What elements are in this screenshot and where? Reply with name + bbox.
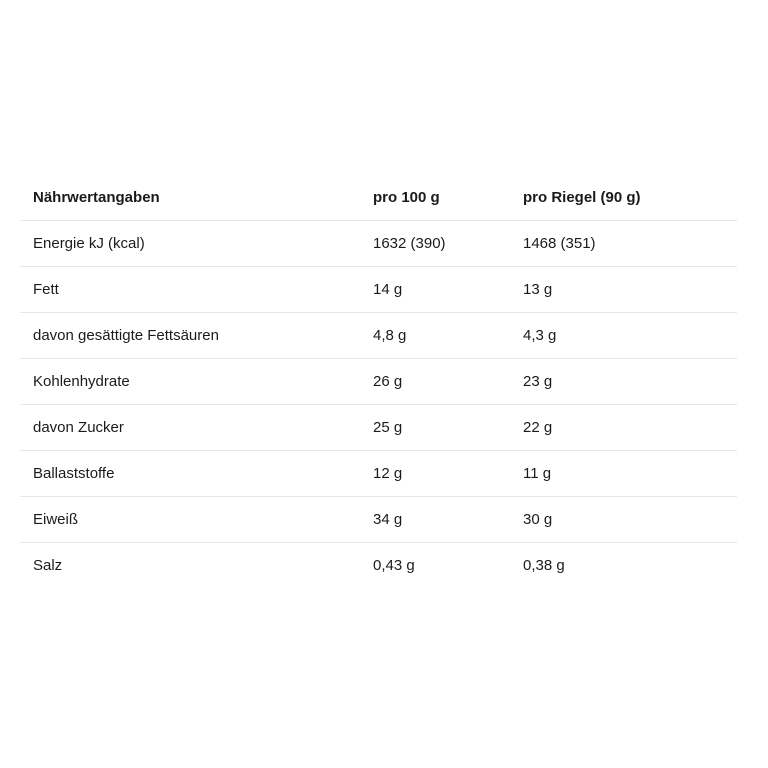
nutrient-label: davon gesättigte Fettsäuren [33,326,219,344]
value-per-bar: 11 g [523,464,552,482]
nutrient-label: Salz [33,557,63,574]
table-row [20,405,737,451]
value-per-bar: 13 g [523,280,553,298]
value-per-bar: 30 g [523,510,553,528]
value-per-100g: 1632 (390) [373,234,446,252]
nutrient-label: davon Zucker [33,418,124,436]
header-per-100g-column: pro 100 g [373,189,440,206]
table-row [20,313,737,359]
value-per-100g: 26 g [373,372,403,390]
value-per-bar: 1468 (351) [523,234,596,252]
table-row [20,221,737,267]
table-row [20,451,737,497]
value-per-100g: 25 g [373,418,403,436]
nutrient-label: Ballaststoffe [33,464,115,482]
nutrient-label: Fett [33,280,59,298]
header-nutrient-column: Nährwertangaben [33,189,160,206]
value-per-bar: 22 g [523,418,553,436]
value-per-100g: 12 g [373,464,403,482]
value-per-100g: 34 g [373,510,403,528]
value-per-100g: 0,43 g [373,557,415,574]
value-per-100g: 4,8 g [373,326,407,344]
table-row [20,359,737,405]
nutrient-label: Eiweiß [33,510,79,528]
header-per-bar-column: pro Riegel (90 g) [523,189,641,206]
value-per-bar: 0,38 g [523,557,565,574]
table-row [20,543,737,589]
value-per-bar: 23 g [523,372,553,390]
value-per-100g: 14 g [373,280,403,298]
nutrient-label: Kohlenhydrate [33,372,130,390]
nutrition-table-header-row [20,176,737,221]
table-row [20,497,737,543]
value-per-bar: 4,3 g [523,326,557,344]
nutrition-table-body [20,221,737,589]
table-row [20,267,737,313]
nutrition-table [20,176,737,589]
nutrient-label: Energie kJ (kcal) [33,234,145,252]
